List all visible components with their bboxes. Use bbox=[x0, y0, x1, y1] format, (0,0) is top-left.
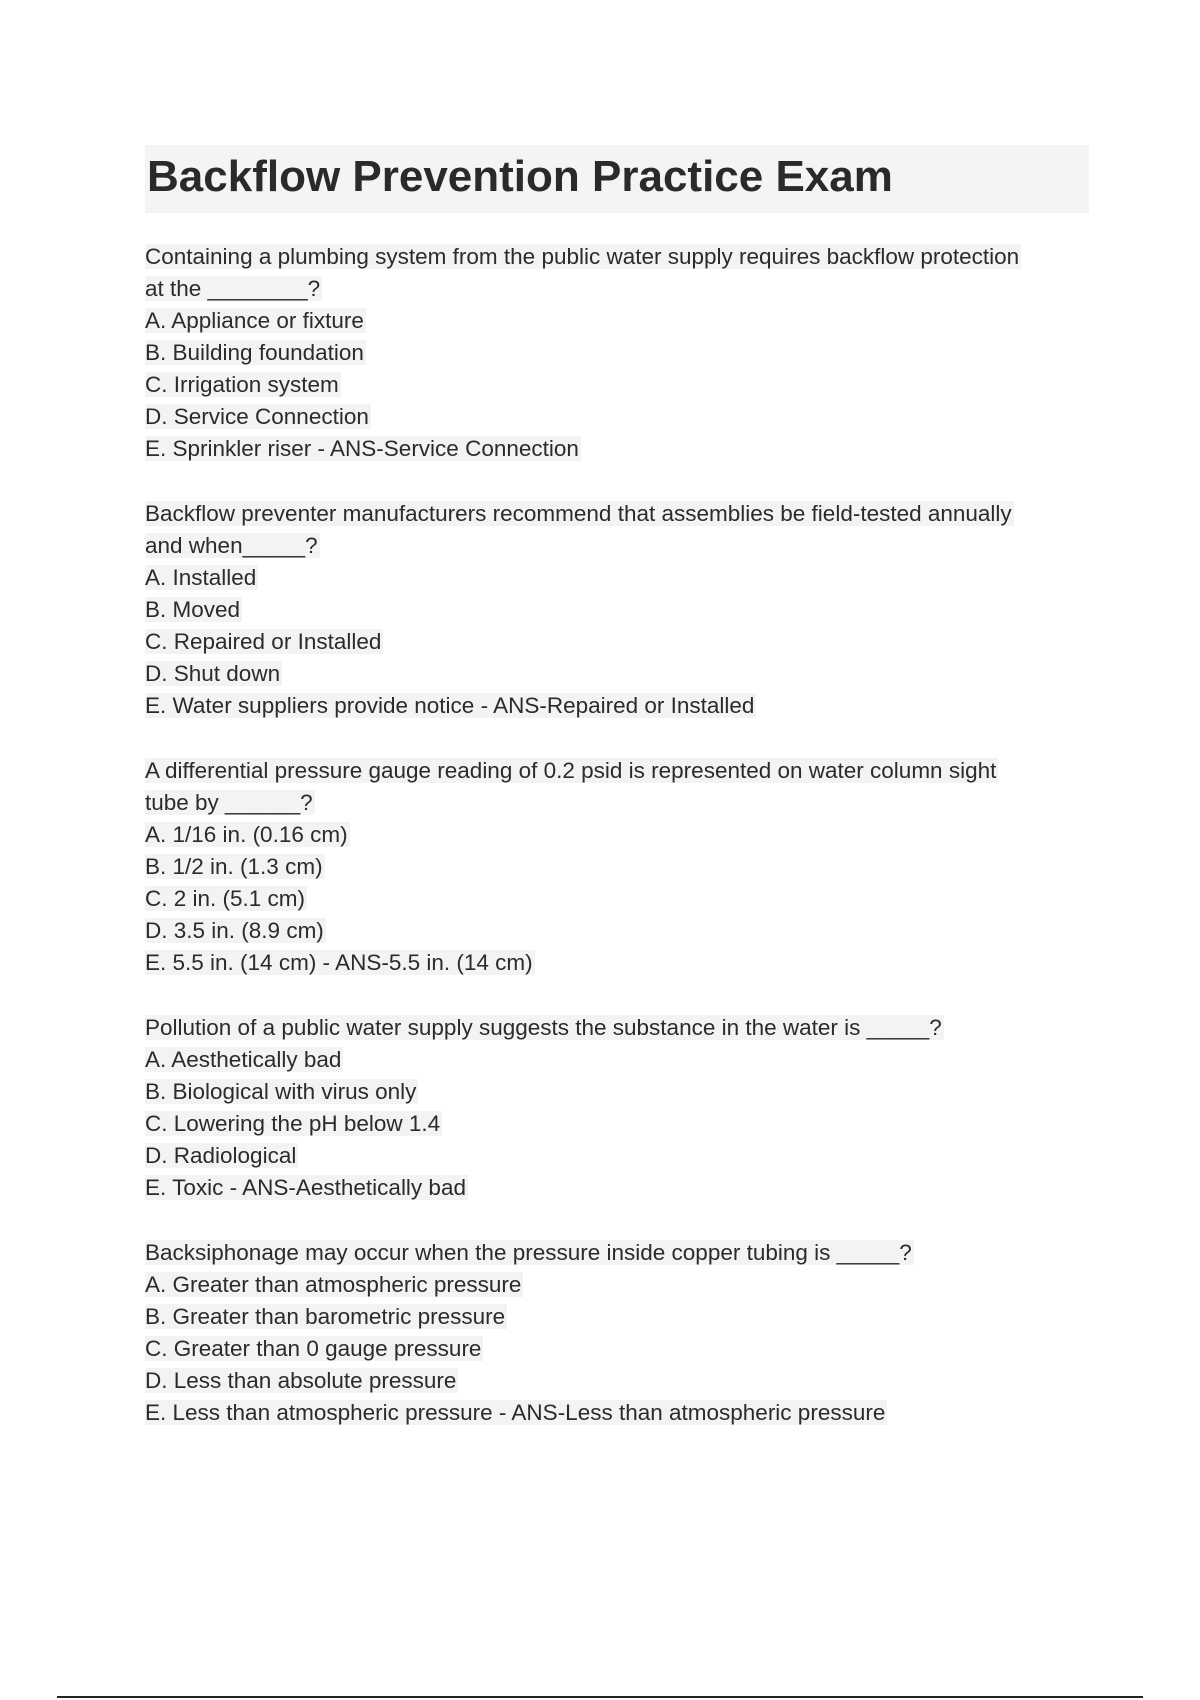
answer-option bbox=[145, 305, 1095, 337]
answer-option bbox=[145, 947, 1095, 979]
option-text: A. Installed bbox=[145, 565, 257, 590]
page-bottom-divider bbox=[57, 1696, 1143, 1698]
option-text: A. Appliance or fixture bbox=[145, 308, 364, 333]
option-text: E. Water suppliers provide notice - ANS-Repaired or Installed bbox=[145, 693, 755, 718]
option-text: A. Aesthetically bad bbox=[145, 1047, 342, 1072]
question-stem-line: tube by ______? bbox=[145, 790, 313, 815]
answer-option bbox=[145, 1044, 1095, 1076]
question-stem bbox=[145, 273, 1095, 305]
option-text: C. Repaired or Installed bbox=[145, 629, 382, 654]
option-text: E. Sprinkler riser - ANS-Service Connection bbox=[145, 436, 579, 461]
answer-option bbox=[145, 1108, 1095, 1140]
answer-option bbox=[145, 1301, 1095, 1333]
answer-option bbox=[145, 337, 1095, 369]
question-stem-line: Pollution of a public water supply suggests the substance in the water is _____? bbox=[145, 1015, 942, 1040]
answer-option bbox=[145, 915, 1095, 947]
question-stem bbox=[145, 1237, 1095, 1269]
answer-option bbox=[145, 658, 1095, 690]
question-stem-line: A differential pressure gauge reading of 0.2 psid is represented on water column sight bbox=[145, 758, 997, 783]
answer-option bbox=[145, 369, 1095, 401]
option-text: E. Less than atmospheric pressure - ANS-Less than atmospheric pressure bbox=[145, 1400, 886, 1425]
question-stem-line: Backflow preventer manufacturers recommend that assemblies be field-tested annually bbox=[145, 501, 1012, 526]
option-text: B. Biological with virus only bbox=[145, 1079, 417, 1104]
option-text: C. 2 in. (5.1 cm) bbox=[145, 886, 306, 911]
question-stem bbox=[145, 498, 1095, 530]
answer-option bbox=[145, 562, 1095, 594]
question-3 bbox=[145, 755, 1095, 979]
question-2 bbox=[145, 498, 1095, 722]
option-text: D. Service Connection bbox=[145, 404, 369, 429]
question-stem bbox=[145, 241, 1095, 273]
answer-option bbox=[145, 1397, 1095, 1429]
answer-option bbox=[145, 690, 1095, 722]
option-text: B. 1/2 in. (1.3 cm) bbox=[145, 854, 323, 879]
question-stem-line: Backsiphonage may occur when the pressure inside copper tubing is _____? bbox=[145, 1240, 912, 1265]
question-4 bbox=[145, 1012, 1095, 1204]
answer-option bbox=[145, 883, 1095, 915]
answer-option bbox=[145, 401, 1095, 433]
option-text: E. 5.5 in. (14 cm) - ANS-5.5 in. (14 cm) bbox=[145, 950, 533, 975]
answer-option bbox=[145, 1172, 1095, 1204]
option-text: D. Radiological bbox=[145, 1143, 297, 1168]
questions-container bbox=[145, 241, 1095, 1462]
option-text: D. Less than absolute pressure bbox=[145, 1368, 457, 1393]
answer-option bbox=[145, 819, 1095, 851]
option-text: D. Shut down bbox=[145, 661, 281, 686]
option-text: A. Greater than atmospheric pressure bbox=[145, 1272, 522, 1297]
option-text: C. Lowering the pH below 1.4 bbox=[145, 1111, 441, 1136]
question-stem-line: and when_____? bbox=[145, 533, 318, 558]
question-1 bbox=[145, 241, 1095, 465]
question-5 bbox=[145, 1237, 1095, 1429]
option-text: B. Building foundation bbox=[145, 340, 364, 365]
question-stem bbox=[145, 787, 1095, 819]
option-text: C. Greater than 0 gauge pressure bbox=[145, 1336, 482, 1361]
answer-option bbox=[145, 1333, 1095, 1365]
answer-option bbox=[145, 851, 1095, 883]
question-stem-line: at the ________? bbox=[145, 276, 321, 301]
question-stem bbox=[145, 1012, 1095, 1044]
answer-option bbox=[145, 1140, 1095, 1172]
question-stem bbox=[145, 755, 1095, 787]
page-title: Backflow Prevention Practice Exam bbox=[147, 152, 893, 201]
option-text: D. 3.5 in. (8.9 cm) bbox=[145, 918, 324, 943]
option-text: A. 1/16 in. (0.16 cm) bbox=[145, 822, 348, 847]
title-bar bbox=[145, 145, 1089, 213]
question-stem bbox=[145, 530, 1095, 562]
option-text: B. Moved bbox=[145, 597, 241, 622]
option-text: C. Irrigation system bbox=[145, 372, 339, 397]
answer-option bbox=[145, 594, 1095, 626]
answer-option bbox=[145, 626, 1095, 658]
question-stem-line: Containing a plumbing system from the public water supply requires backflow protection bbox=[145, 244, 1020, 269]
option-text: E. Toxic - ANS-Aesthetically bad bbox=[145, 1175, 466, 1200]
option-text: B. Greater than barometric pressure bbox=[145, 1304, 506, 1329]
answer-option bbox=[145, 1076, 1095, 1108]
answer-option bbox=[145, 433, 1095, 465]
answer-option bbox=[145, 1269, 1095, 1301]
answer-option bbox=[145, 1365, 1095, 1397]
